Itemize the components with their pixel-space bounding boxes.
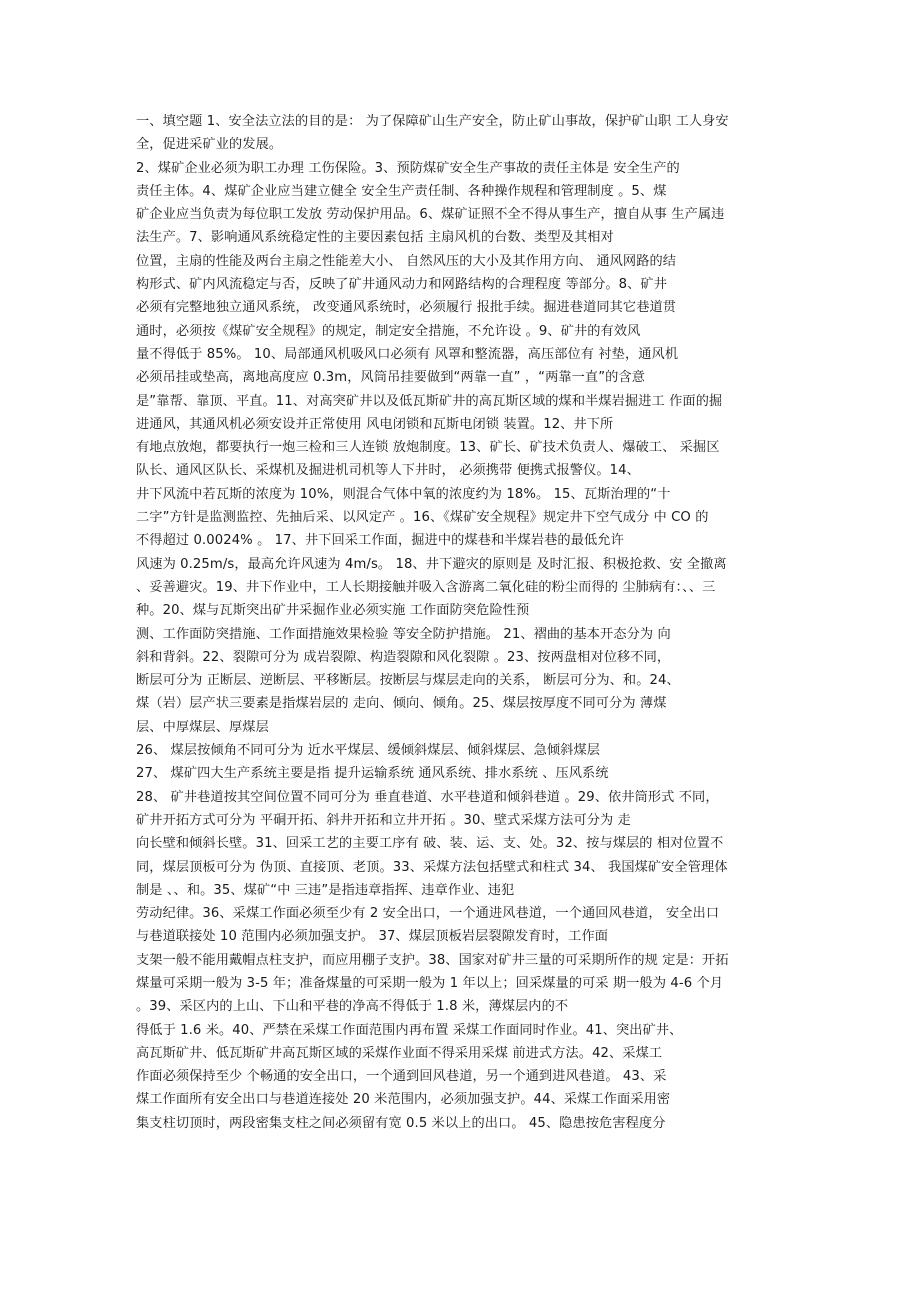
text-line: 层、中厚煤层、厚煤层 <box>136 719 269 735</box>
text-line: 有地点放炮，都要执行一炮三检和三人连锁 放炮制度。13、矿长、矿技术负责人、爆破工、 采掘区 <box>136 440 720 456</box>
text-line: 煤（岩）层产状三要素是指煤岩层的 走向、倾向、倾角。25、煤层按厚度不同可分为 薄煤 <box>136 696 667 712</box>
text-line: 二字”方针是监测监控、先抽后采、以风定产 。16、《煤矿安全规程》规定井下空气成分 中 CO 的 <box>136 510 709 526</box>
text-line: 与巷道联接处 10 范围内必须加强支护。 37、煤层顶板岩层裂隙发育时，工作面 <box>136 929 609 945</box>
text-line: 、妥善避灾。19、井下作业中，工人长期接触并吸入含游离二氧化硅的粉尘而得的 尘肺病有：、、三 <box>136 579 716 595</box>
text-line: 位置，主扇的性能及两台主扇之性能差大小、 自然风压的大小及其作用方向、 通风网路的结 <box>136 253 677 269</box>
text-line: 煤工作面所有安全出口与巷道连接处 20 米范围内，必须加强支护。44、采煤工作面采用密 <box>136 1092 671 1108</box>
text-line: 制是 、、和。35、煤矿“中 三违”是指违章指挥、违章作业、违犯 <box>136 882 515 898</box>
text-line: 风速为 0.25m/s，最高允许风速为 4m/s。 18、井下避灾的原则是 及时汇报、积极抢救、安 全撤离 <box>136 556 727 572</box>
text-line: 斜和背斜。22、裂隙可分为 成岩裂隙、构造裂隙和风化裂隙 。23、按两盘相对位移不同， <box>136 649 671 665</box>
text-line: 通时，必须按《煤矿安全规程》的规定，制定安全措施，不允许设 。9、矿井的有效风 <box>136 323 641 339</box>
text-line: 作面必须保持至少 个畅通的安全出口，一个通到回风巷道，另一个通到进风巷道。 43、采 <box>136 1069 667 1085</box>
text-line: 26、 煤层按倾角不同可分为 近水平煤层、缓倾斜煤层、倾斜煤层、急倾斜煤层 <box>136 743 601 759</box>
text-line: 得低于 1.6 米。40、严禁在采煤工作面范围内再布置 采煤工作面同时作业。41、突出矿井、 <box>136 1022 683 1038</box>
text-line: 量不得低于 85%。 10、局部通风机吸风口必须有 风罩和整流器，高压部位有 衬垫，通风机 <box>136 346 679 362</box>
text-line: 集支柱切顶时，两段密集支柱之间必须留有宽 0.5 米以上的出口。 45、隐患按危害程度分 <box>136 1115 666 1131</box>
text-line: 种。20、煤与瓦斯突出矿井采掘作业必须实施 工作面防突危险性预 <box>136 603 530 619</box>
text-line: 煤量可采期一般为 3-5 年；准备煤量的可采期一般为 1 年以上；回采煤量的可采 期一般为 4-6 个月 <box>136 975 724 991</box>
text-line: 责任主体。4、煤矿企业应当建立健全 安全生产责任制、各种操作规程和管理制度 。5、煤 <box>136 183 667 199</box>
text-line: 构形式、矿内风流稳定与否，反映了矿井通风动力和网路结构的合理程度 等部分。8、矿井 <box>136 277 667 293</box>
text-line: 矿企业应当负责为每位职工发放 劳动保护用品。6、煤矿证照不全不得从事生产，擅自从事 生产属违 <box>136 207 725 223</box>
text-line: 是”靠帮、靠顶、平直。11、对高突矿井以及低瓦斯矿井的高瓦斯区域的煤和半煤岩掘进工 作面的掘 <box>136 393 723 409</box>
text-line: 向长壁和倾斜长壁。31、回采工艺的主要工序有 破、装、运、支、处。32、按与煤层的 相对位置不 <box>136 836 724 852</box>
text-line: 一、填空题 1、安全法立法的目的是： 为了保障矿山生产安全，防止矿山事故，保护矿山职 工人身安 <box>136 114 729 129</box>
text-line: 同，煤层顶板可分为 伪顶、直接顶、老顶。33、采煤方法包括壁式和柱式 34、 我国煤矿安全管理体 <box>136 859 728 875</box>
text-line: 不得超过 0.0024% 。 17、井下回采工作面，掘进中的煤巷和半煤岩巷的最低允许 <box>136 533 624 549</box>
document-text-body <box>136 110 786 1135</box>
text-line: 劳动纪律。36、采煤工作面必须至少有 2 安全出口，一个通进风巷道，一个通回风巷道， 安全出口 <box>136 906 720 922</box>
text-line: 队长、通风区队长、采煤机及掘进机司机等人下井时， 必须携带 便携式报警仪。14、 <box>136 463 640 479</box>
text-line: 高瓦斯矿井、低瓦斯矿井高瓦斯区域的采煤作业面不得采用采煤 前进式方法。42、采煤工 <box>136 1045 663 1061</box>
text-line: 必须有完整地独立通风系统， 改变通风系统时，必须履行 报批手续。掘进巷道同其它巷道贯 <box>136 300 677 316</box>
text-line: 断层可分为 正断层、逆断层、平移断层。按断层与煤层走向的关系， 断层可分为、和。24、 <box>136 673 680 689</box>
text-line: 必须吊挂或垫高，离地高度应 0.3m，风筒吊挂要做到“两靠一直” ，“两靠一直”的含意 <box>136 370 646 386</box>
text-line: 。39、采区内的上山、下山和平巷的净高不得低于 1.8 米，薄煤层内的不 <box>136 999 569 1015</box>
text-line: 法生产。7、影响通风系统稳定性的主要因素包括 主扇风机的台数、类型及其相对 <box>136 230 614 246</box>
text-line: 27、 煤矿四大生产系统主要是指 提升运输系统 通风系统、排水系统 、压风系统 <box>136 766 609 782</box>
text-line: 矿井开拓方式可分为 平硐开拓、斜井开拓和立井开拓 。30、壁式采煤方法可分为 走 <box>136 812 631 828</box>
text-line: 2、煤矿企业必须为职工办理 工伤保险。3、预防煤矿安全生产事故的责任主体是 安全生产的 <box>136 160 680 176</box>
text-line: 测、工作面防突措施、工作面措施效果检验 等安全防护措施。 21、褶曲的基本开态分为 向 <box>136 626 671 642</box>
text-line: 支架一般不能用戴帽点柱支护，而应用棚子支护。38、国家对矿井三量的可采期所作的规 定是：开拓 <box>136 952 729 968</box>
text-line: 井下风流中若瓦斯的浓度为 10%，则混合气体中氧的浓度约为 18%。 15、瓦斯治理的“十 <box>136 486 671 502</box>
text-line: 进通风，其通风机必须安设并正常使用 风电闭锁和瓦斯电闭锁 装置。12、井下所 <box>136 416 614 432</box>
text-line: 全，促进采矿业的发展。 <box>136 137 283 153</box>
text-line: 28、 矿井巷道按其空间位置不同可分为 垂直巷道、水平巷道和倾斜巷道 。29、依井筒形式 不同， <box>136 789 719 805</box>
